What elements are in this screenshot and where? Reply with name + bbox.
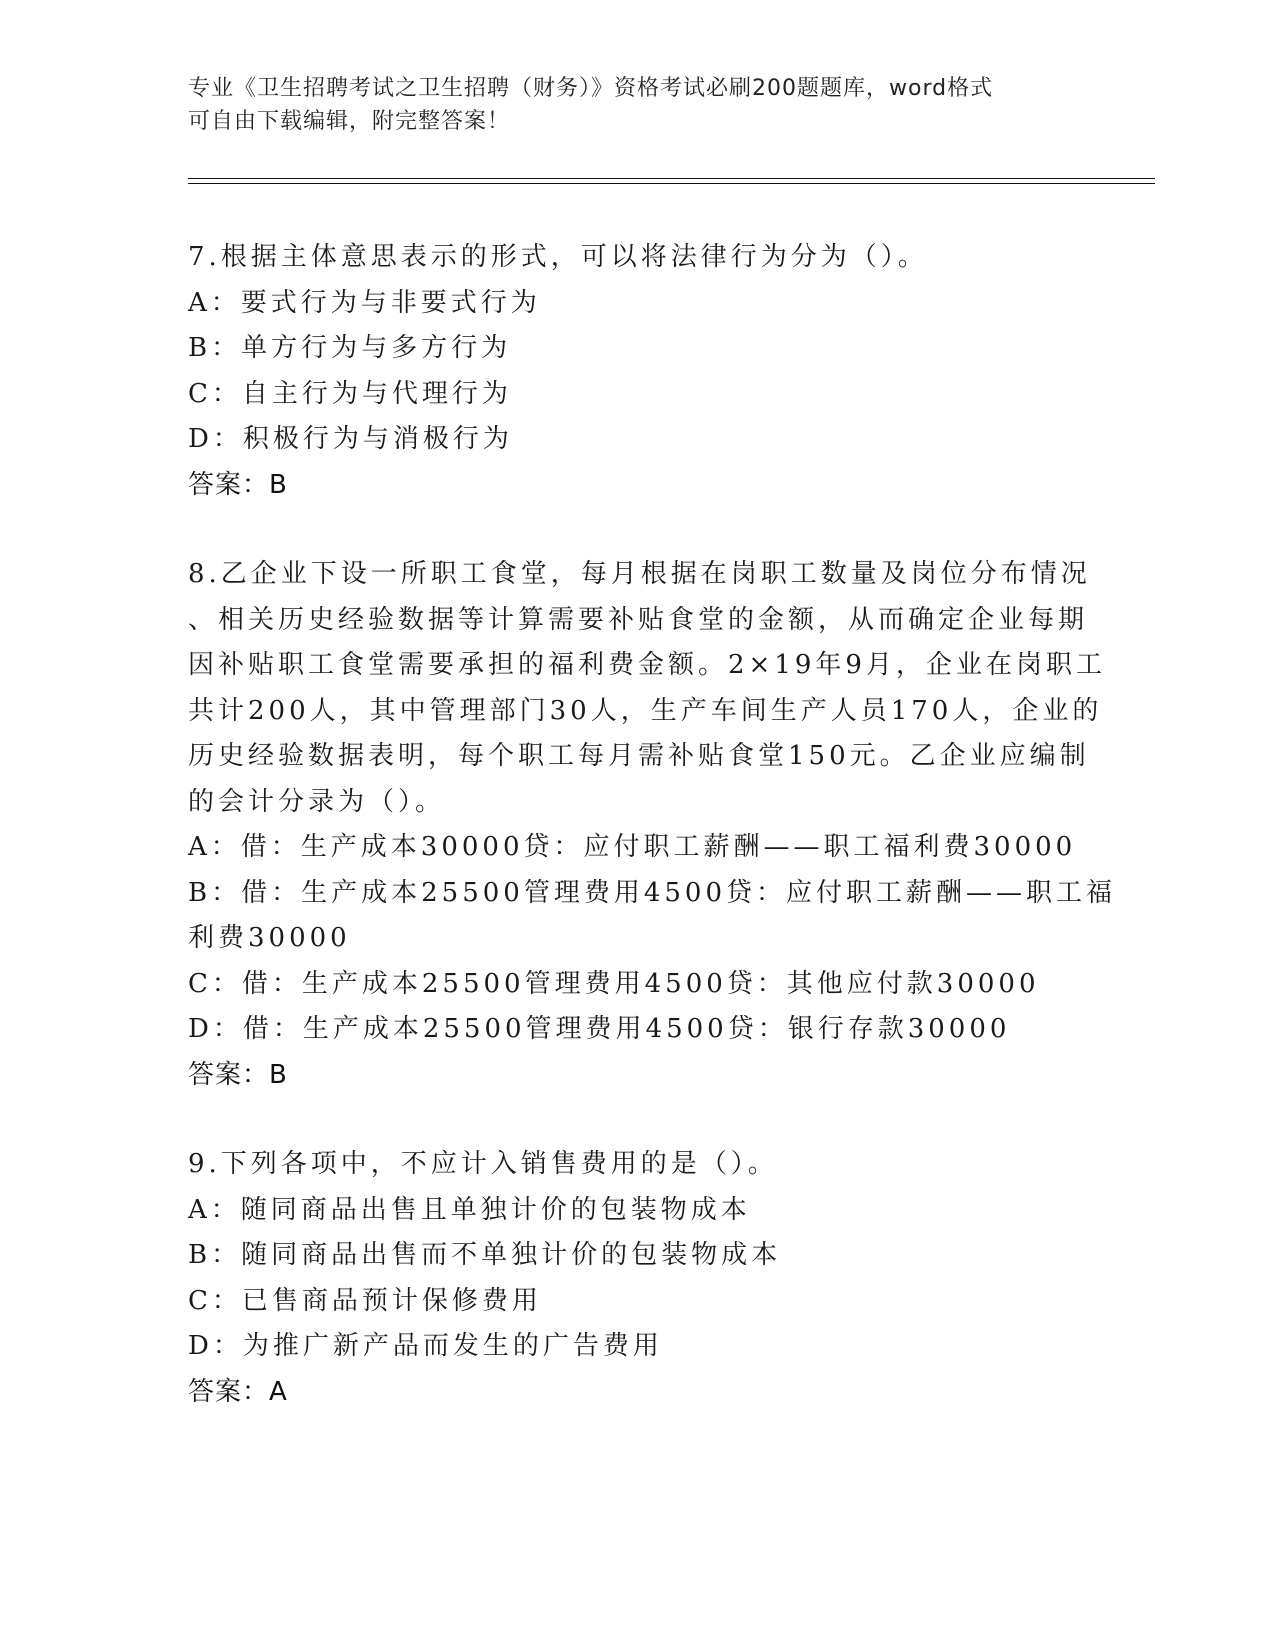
question-stem-line: 、相关历史经验数据等计算需要补贴食堂的金额，从而确定企业每期 (188, 604, 1089, 635)
header-rule-top (188, 178, 1155, 179)
option-a: A：借：生产成本30000贷：应付职工薪酬——职工福利费30000 (188, 832, 1077, 862)
option-a: A：随同商品出售且单独计价的包装物成本 (188, 1194, 751, 1225)
option-c: C：自主行为与代理行为 (188, 378, 512, 409)
question-stem-line: 8.乙企业下设一所职工食堂，每月根据在岗职工数量及岗位分布情况 (188, 559, 1091, 589)
question-9 (188, 1142, 1088, 1415)
question-7 (188, 235, 1088, 508)
option-c: C：已售商品预计保修费用 (188, 1285, 542, 1316)
answer: 答案：B (188, 469, 288, 500)
option-b-continued: 利费30000 (188, 923, 351, 953)
header-line-2: 可自由下载编辑，附完整答案！ (188, 109, 511, 134)
question-stem-line: 共计200人，其中管理部门30人，生产车间生产人员170人，企业的 (188, 695, 1103, 726)
option-b: B：借：生产成本25500管理费用4500贷：应付职工薪酬——职工福 (188, 877, 1116, 908)
question-8 (188, 552, 1116, 1098)
answer: 答案：B (188, 1059, 288, 1090)
option-d: D：为推广新产品而发生的广告费用 (188, 1331, 663, 1361)
option-a: A：要式行为与非要式行为 (188, 287, 541, 318)
header-line-1: 专业《卫生招聘考试之卫生招聘（财务）》资格考试必刷200题题库，word格式 (188, 76, 994, 101)
option-c: C：借：生产成本25500管理费用4500贷：其他应付款30000 (188, 968, 1040, 999)
option-b: B：随同商品出售而不单独计价的包装物成本 (188, 1240, 782, 1270)
answer: 答案：A (188, 1376, 288, 1407)
document-header (188, 72, 1088, 138)
question-stem-line: 因补贴职工食堂需要承担的福利费金额。2×19年9月，企业在岗职工 (188, 650, 1106, 680)
question-list (188, 235, 1116, 1459)
header-rule-bottom (188, 183, 1155, 184)
question-stem-line: 的会计分录为（）。 (188, 786, 446, 817)
question-stem-line: 7.根据主体意思表示的形式，可以将法律行为分为（）。 (188, 242, 928, 272)
option-d: D：积极行为与消极行为 (188, 424, 513, 454)
option-b: B：单方行为与多方行为 (188, 333, 512, 363)
option-d: D：借：生产成本25500管理费用4500贷：银行存款30000 (188, 1014, 1011, 1044)
question-stem-line: 9.下列各项中，不应计入销售费用的是（）。 (188, 1149, 778, 1179)
question-stem-line: 历史经验数据表明，每个职工每月需补贴食堂150元。乙企业应编制 (188, 741, 1090, 771)
